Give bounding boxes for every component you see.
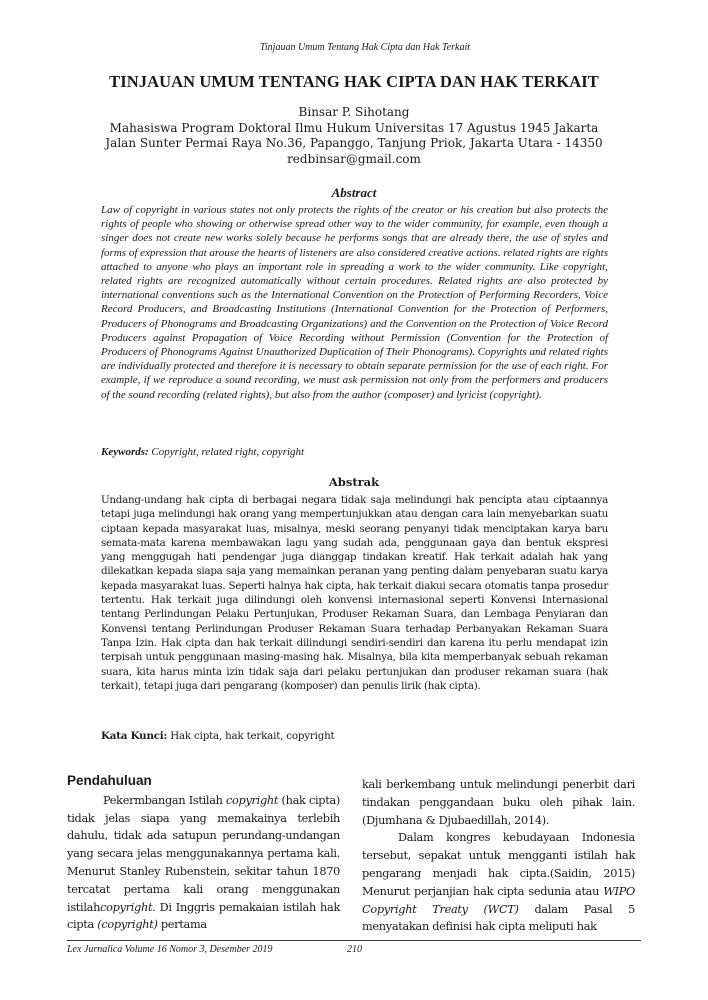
running-header: Tinjauan Umum Tentang Hak Cipta dan Hak Terkait (259, 42, 470, 53)
section-heading: Pendahuluan (67, 773, 152, 788)
intro-p2-run: Dalam kongres kebudayaan Indonesia tersebut, sepakat untuk mengganti istilah hak pengarang menjadi hak cipta.(Saidin, 2015) Menurut perjanjian hak cipta sedunia atau (362, 831, 635, 898)
author-affiliation: Mahasiswa Program Doktoral Ilmu Hukum Universitas 17 Agustus 1945 Jakarta (109, 120, 599, 135)
footer-journal: Lex Jurnalica Volume 16 Nomor 3, Desember 2019 (67, 944, 273, 955)
keywords-label: Keywords: (101, 446, 149, 458)
intro-p1-run: (copyright) (97, 918, 158, 932)
keywords (101, 446, 608, 458)
kata-kunci (101, 730, 608, 742)
intro-p1-run: copyright (100, 900, 153, 914)
page-number: 210 (347, 944, 362, 955)
kata-kunci-text: Hak cipta, hak terkait, copyright (170, 730, 335, 742)
keywords-text: Copyright, related right, copyright (151, 446, 305, 458)
author-email: redbinsar@gmail.com (287, 151, 421, 166)
intro-paragraph-continued: kali berkembang untuk melindungi penerbit dari tindakan penggandaan buku oleh pihak lain.(Djumhana & Djubaedillah, 2014). (362, 778, 635, 827)
paper-title: TINJAUAN UMUM TENTANG HAK CIPTA DAN HAK TERKAIT (109, 72, 599, 91)
author-name: Binsar P. Sihotang (298, 105, 410, 119)
intro-p1-run: . Di Inggris pemakaian istilah hak cipta (67, 900, 340, 932)
abstract-text: Law of copyright in various states not only protects the rights of the creator or his creation but also protects the rights of people who showing or otherwise spread other way to the wider community, for example, even though a singer does not create new works solely because he performs songs that are already there, the use of styles and forms of expression that arouse the hearts of listeners are also considered creative actions. related rights are rights attached to anyone who plays an important role in spreading a work to the wider community. Like copyright, related rights are recognized automatically without certain procedures. Related rights are also protected by international conventions such as the International Convention on the Protection of Performing Recorders, Voice Record Producers, and Broadcasting Institutions (International Convention for the Protection of Performers, Producers of Phonograms and Broadcasting Organizations) and the Convention on the Protection of Voice Record Producers against Propagation of Voice Recording without Permission (Convention for the Protection of Producers of Phonograms Against Unauthorized Duplication of Their Phonograms). Copyrights and related rights are individually protected and therefore it is necessary to obtain separate permission for the use of each right. For example, if we reproduce a sound recording, we must ask permission not only from the performers and producers of the sound recording (related rights), but also from the author (composer) and lyricist (copyright). (101, 204, 608, 401)
intro-paragraph-1 (67, 792, 340, 934)
intro-p1-run: Pekermbangan Istilah (103, 793, 227, 807)
intro-p1-run: pertama (157, 918, 207, 932)
abstrak-text: Undang-undang hak cipta di berbagai negara tidak saja melindungi hak pencipta atau ciptaannya tetapi juga melindungi hak orang yang mempertunjukkan atau dengan cara lain menyebarkan suatu ciptaan kepada masyarakat luas, misalnya, meski seorang penyanyi tidak menciptakan karya baru semata-mata karena membawakan lagu yang sudah ada, penggunaan gaya dan bentuk ekspresi yang menggugah hati pendengar juga dianggap tindakan kreatif. Hak terkait adalah hak yang dilekatkan kepada siapa saja yang memainkan peranan yang penting dalam penyebaran suatu karya kepada masyarakat luas. Seperti halnya hak cipta, hak terkait diakui secara otomatis tanpa prosedur tertentu. Hak terkait juga dilindungi oleh konvensi internasional seperti Konvensi Internasional tentang Perlindungan Pelaku Pertunjukan, Produser Rekaman Suara, dan Lembaga Penyiaran dan Konvensi tentang Perlindungan Produser Rekaman Suara terhadap Perbanyakan Rekaman Suara Tanpa Izin. Hak cipta dan hak terkait dilindungi sendiri-sendiri dan karena itu perlu mendapat izin terpisah untuk penggunaan masing-masing hak. Misalnya, bila kita memperbanyak sebuah rekaman suara, kita harus minta izin tidak saja dari pelaku pertunjukan dan produser rekaman suara (hak terkait), tetapi juga dari pengarang (komposer) dan penulis lirik (hak cipta). (101, 494, 608, 692)
author-address: Jalan Sunter Permai Raya No.36, Papanggo, Tanjung Priok, Jakarta Utara - 14350 (105, 136, 603, 150)
abstrak-heading: Abstrak (328, 475, 380, 489)
intro-paragraph-2 (362, 829, 635, 936)
intro-p1-run: (hak cipta) tidak jelas siapa yang memakainya terlebih dahulu, tidak ada satupun perundang-undangan yang secara jelas menggunakannya pertama kali. Menurut Stanley Rubenstein, sekitar tahun 1870 tercatat pertama kali orang menggunakan istilah (67, 793, 341, 914)
intro-p2-run: dalam Pasal 5 menyatakan definisi hak cipta meliputi hak (362, 902, 635, 934)
abstract-heading: Abstract (331, 185, 377, 200)
kata-kunci-label: Kata Kunci: (101, 730, 168, 742)
author-block (0, 105, 708, 167)
intro-p1-run: copyright (226, 793, 279, 807)
body-column-right (362, 776, 635, 936)
body-column-left (67, 772, 340, 934)
intro-p2-run: WIPO Copyright Treaty (WCT) (362, 884, 635, 916)
footer-rule (67, 940, 641, 941)
